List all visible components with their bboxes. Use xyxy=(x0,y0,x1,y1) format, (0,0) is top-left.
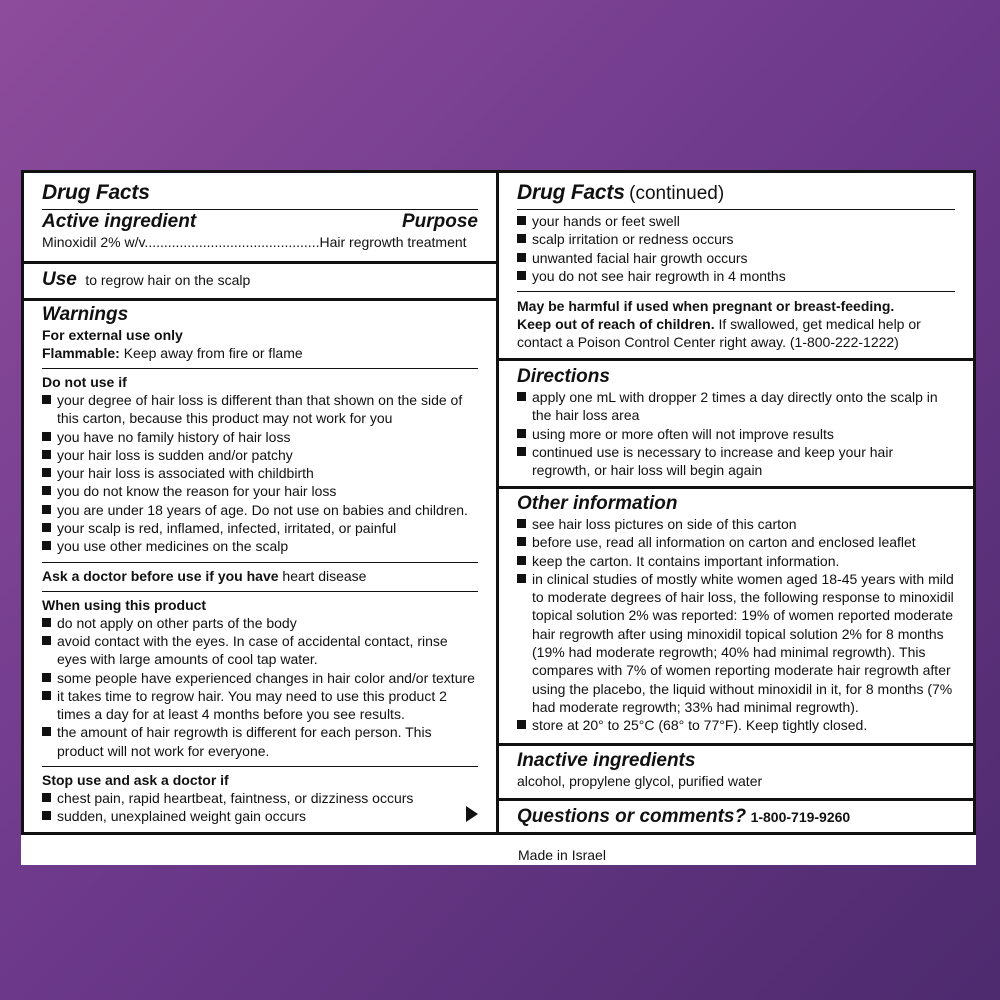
use-text: to regrow hair on the scalp xyxy=(85,272,251,288)
list-item: chest pain, rapid heartbeat, faintness, or dizziness occurs xyxy=(42,789,478,807)
use-heading: Use xyxy=(42,269,77,290)
inactive-ingredients-heading: Inactive ingredients xyxy=(517,750,696,771)
stop-use-list xyxy=(42,789,478,826)
drug-facts-continued-title: Drug Facts xyxy=(517,181,625,204)
drug-facts-title: Drug Facts xyxy=(42,181,150,204)
keep-out-text: If swallowed, get medical help or contact a Poison Control Center right away. (1-800-222-1222) xyxy=(517,316,921,351)
list-item: in clinical studies of mostly white women aged 18-45 years with mild to moderate degrees of hair loss, the following response to minoxidil topical solution 2% was reported: 19% of women reported moderate hair regrowth after using minoxidil topical solution 2% for 8 months (19% had moderate regrowth; 40% had minimal regrowth). This compares with 7% of women reporting moderate hair regrowth after using the placebo, the liquid without minoxidil in it, for 8 months (7% had moderate regrowth; 33% had minimal regrowth). xyxy=(517,570,955,716)
list-item: keep the carton. It contains important information. xyxy=(517,552,955,570)
continued-label: (continued) xyxy=(629,183,725,204)
warnings-heading: Warnings xyxy=(42,304,129,325)
other-information-section xyxy=(499,493,973,735)
drug-facts-right-panel xyxy=(496,170,976,835)
keep-out-label: Keep out of reach of children. xyxy=(517,316,715,333)
list-item: before use, read all information on carton and enclosed leaflet xyxy=(517,533,955,551)
inactive-ingredients-section xyxy=(499,750,973,790)
list-item: your hair loss is associated with childbirth xyxy=(42,464,478,482)
drug-facts-sheet xyxy=(21,170,976,865)
list-item: using more or more often will not improve results xyxy=(517,425,955,443)
continued-list xyxy=(517,212,955,285)
inactive-ingredients-text: alcohol, propylene glycol, purified water xyxy=(517,773,763,789)
list-item: you are under 18 years of age. Do not use on babies and children. xyxy=(42,501,478,519)
use-section xyxy=(24,269,496,291)
directions-heading: Directions xyxy=(517,366,610,387)
continued-section xyxy=(499,181,973,351)
list-item: you do not know the reason for your hair loss xyxy=(42,482,478,500)
other-information-list xyxy=(517,515,955,735)
questions-phone: 1-800-719-9260 xyxy=(750,809,851,825)
questions-section xyxy=(499,806,973,828)
do-not-use-heading: Do not use if xyxy=(42,374,127,390)
flammable-text: Keep away from fire or flame xyxy=(123,345,303,361)
active-ingredient-section xyxy=(24,181,496,251)
list-item: your scalp is red, inflamed, infected, irritated, or painful xyxy=(42,519,478,537)
warnings-section xyxy=(24,304,496,826)
directions-section xyxy=(499,366,973,479)
when-using-heading: When using this product xyxy=(42,596,207,613)
list-item: scalp irritation or redness occurs xyxy=(517,230,955,248)
list-item: continued use is necessary to increase and keep your hair regrowth, or hair loss will begin again xyxy=(517,443,955,480)
play-arrow-icon xyxy=(466,806,478,822)
external-use-text: For external use only xyxy=(42,327,183,343)
list-item: do not apply on other parts of the body xyxy=(42,614,478,632)
list-item: store at 20° to 25°C (68° to 77°F). Keep tightly closed. xyxy=(517,716,955,734)
list-item: avoid contact with the eyes. In case of accidental contact, rinse eyes with large amounts of cool tap water. xyxy=(42,632,478,669)
ask-doctor-text: heart disease xyxy=(282,567,367,584)
directions-list xyxy=(517,388,955,479)
list-item: your hands or feet swell xyxy=(517,212,955,230)
active-ingredient-line: Minoxidil 2% w/v.............................................Hair regrowth treatment xyxy=(42,234,467,250)
when-using-list xyxy=(42,614,478,760)
list-item: your degree of hair loss is different than that shown on the side of this carton, because this product may not work for you xyxy=(42,391,478,428)
list-item: see hair loss pictures on side of this carton xyxy=(517,515,955,533)
list-item: unwanted facial hair growth occurs xyxy=(517,249,955,267)
list-item: you use other medicines on the scalp xyxy=(42,537,478,555)
made-in-text: Made in Israel xyxy=(518,847,606,863)
active-ingredient-heading: Active ingredient xyxy=(42,211,197,232)
list-item: it takes time to regrow hair. You may need to use this product 2 times a day for at least 4 months before you see results. xyxy=(42,687,478,724)
list-item: the amount of hair regrowth is different for each person. This product will not work for everyone. xyxy=(42,723,478,760)
drug-facts-left-panel xyxy=(21,170,499,835)
list-item: apply one mL with dropper 2 times a day directly onto the scalp in the hair loss area xyxy=(517,388,955,425)
flammable-label: Flammable: xyxy=(42,345,120,361)
list-item: you have no family history of hair loss xyxy=(42,428,478,446)
purpose-heading: Purpose xyxy=(401,211,478,232)
pregnant-warning: May be harmful if used when pregnant or breast-feeding. xyxy=(517,298,895,315)
list-item: sudden, unexplained weight gain occurs xyxy=(42,807,478,825)
ask-doctor-heading: Ask a doctor before use if you have xyxy=(42,567,279,584)
questions-heading: Questions or comments? xyxy=(517,806,747,827)
do-not-use-list xyxy=(42,391,478,556)
list-item: some people have experienced changes in hair color and/or texture xyxy=(42,669,478,687)
stop-use-heading: Stop use and ask a doctor if xyxy=(42,772,229,789)
list-item: your hair loss is sudden and/or patchy xyxy=(42,446,478,464)
other-information-heading: Other information xyxy=(517,493,678,514)
list-item: you do not see hair regrowth in 4 months xyxy=(517,267,955,285)
